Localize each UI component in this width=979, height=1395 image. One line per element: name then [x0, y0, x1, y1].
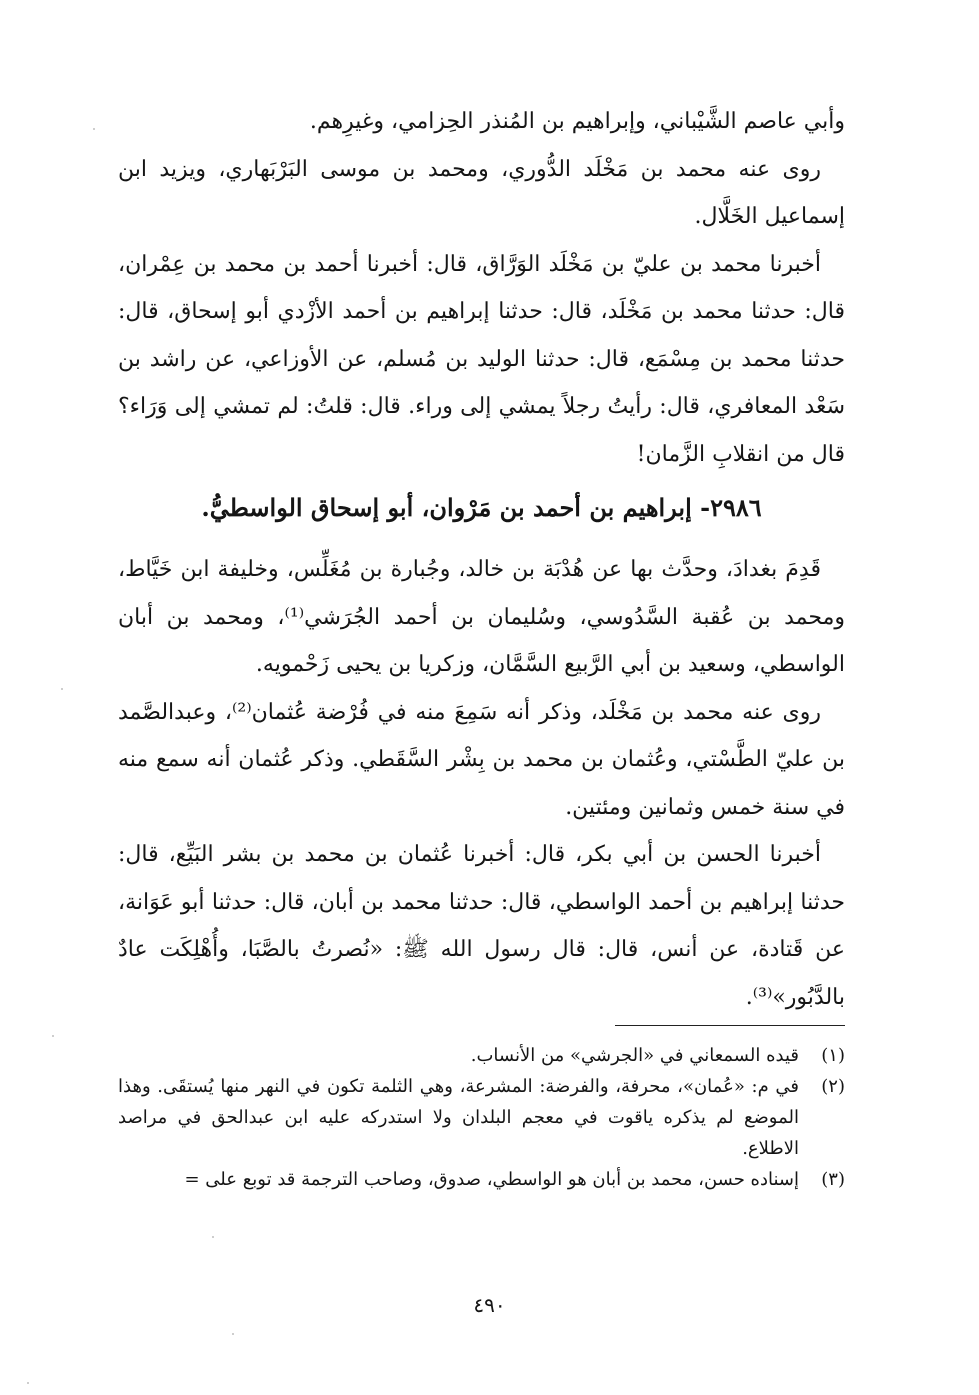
paragraph-3: أخبرنا محمد بن عليّ بن مَخْلَد الوَرَّاق، قال: أخبرنا أحمد بن محمد بن عِمْران، قال: حدثنا محمد بن مَخْلَد، قال: حدثنا إبراهيم بن أحمد الأزْدي أبو إسحاق، قال: حدثنا محمد بن مِسْمَع، قال: حدثنا الوليد بن مُسلم، عن الأوزاعي، عن راشد بن سَعْد المعافري، قال: رأيتُ رجلاً يمشي إلى وراء. قال: قلتُ: لم تمشي إلى وَرَاء؟ قال من انقلابِ الزَّمان! [118, 251, 845, 467]
paragraph-4: قَدِمَ بغدادَ، وحدَّث بها عن هُدْبَة بن خالد، وجُبارة بن مُغَلِّس، وخليفة ابن خَيَّاط، ومحمد بن عُقبة السَّدُوسي، وسُليمان بن أحمد الجُرَشي⁽¹⁾، ومحمد بن أبان الواسطي، وسعيد بن أبي الرَّبيع السَّمَّان، وزكريا بن يحيى زَحْمويه. [118, 557, 846, 677]
page-number: ٤٩٠ [473, 1293, 506, 1317]
footnotes [118, 1040, 845, 1195]
scan-speck [93, 128, 95, 130]
footnote-number: (٣) [821, 1169, 845, 1190]
footnote-3 [118, 1164, 845, 1195]
scan-speck [27, 1382, 29, 1384]
footnote-text: في م: «عُمان»، محرفة، والفرضة: المشرعة، وهي الثلمة تكون في النهر منها يُستقَى. وهذا الموضع لم يذكره ياقوت في معجم البلدان ولا استدركه عليه ابن عبدالحق في مراصد الاطلاع. [118, 1076, 799, 1159]
paragraph-2: روى عنه محمد بن مَخْلَد الدُّوري، ومحمد بن موسى البَرْبَهاري، ويزيد ابن إسماعيل الخَلَّال. [118, 156, 845, 229]
footnote-2 [118, 1071, 845, 1164]
footnote-number: (١) [821, 1045, 845, 1066]
footnote-number: (٢) [821, 1076, 845, 1097]
scan-speck [52, 1035, 54, 1037]
scan-speck [212, 1236, 214, 1238]
footnote-1 [118, 1040, 845, 1071]
main-text [118, 98, 845, 1021]
paragraph-1: وأبي عاصم الشَّيْباني، وإبراهيم بن المُنذر الحِزامي، وغيرِهم. [309, 109, 845, 134]
paragraph-6: أخبرنا الحسن بن أبي بكر، قال: أخبرنا عُثمان بن محمد بن بشر البَيِّع، قال: حدثنا إبراهيم بن أحمد الواسطي، قال: حدثنا محمد بن أبان، قال: حدثنا أبو عَوَانة، عن قَتادة، عن أنس، قال: قال رسول الله ﷺ: «نُصرتُ بالصَّبَا، وأُهْلِكَت عادٌ بالدَّبُور»⁽³⁾. [118, 842, 845, 1010]
footnote-text: قيده السمعاني في «الجرشي» من الأنساب. [470, 1045, 799, 1066]
scan-speck [232, 1333, 234, 1335]
entry-heading: ٢٩٨٦- إبراهيم بن أحمد بن مَرْوان، أبو إسحاق الواسطيُّ. [201, 493, 762, 522]
paragraph-5: روى عنه محمد بن مَخْلَد، وذكر أنه سَمِعَ منه في فُرْضة عُثمان⁽²⁾، وعبدالصَّمد بن عليّ الطَّسْتي، وعُثمان بن محمد بن بِشْر السَّقَطي. وذكر عُثمان أنه سمع منه في سنة خمس وثمانين ومئتين. [118, 699, 845, 820]
footnote-divider [615, 1025, 845, 1026]
footnote-text: إسناده حسن، محمد بن أبان هو الواسطي، صدوق، وصاحب الترجمة قد توبع على = [184, 1169, 799, 1190]
scan-speck [61, 688, 63, 690]
